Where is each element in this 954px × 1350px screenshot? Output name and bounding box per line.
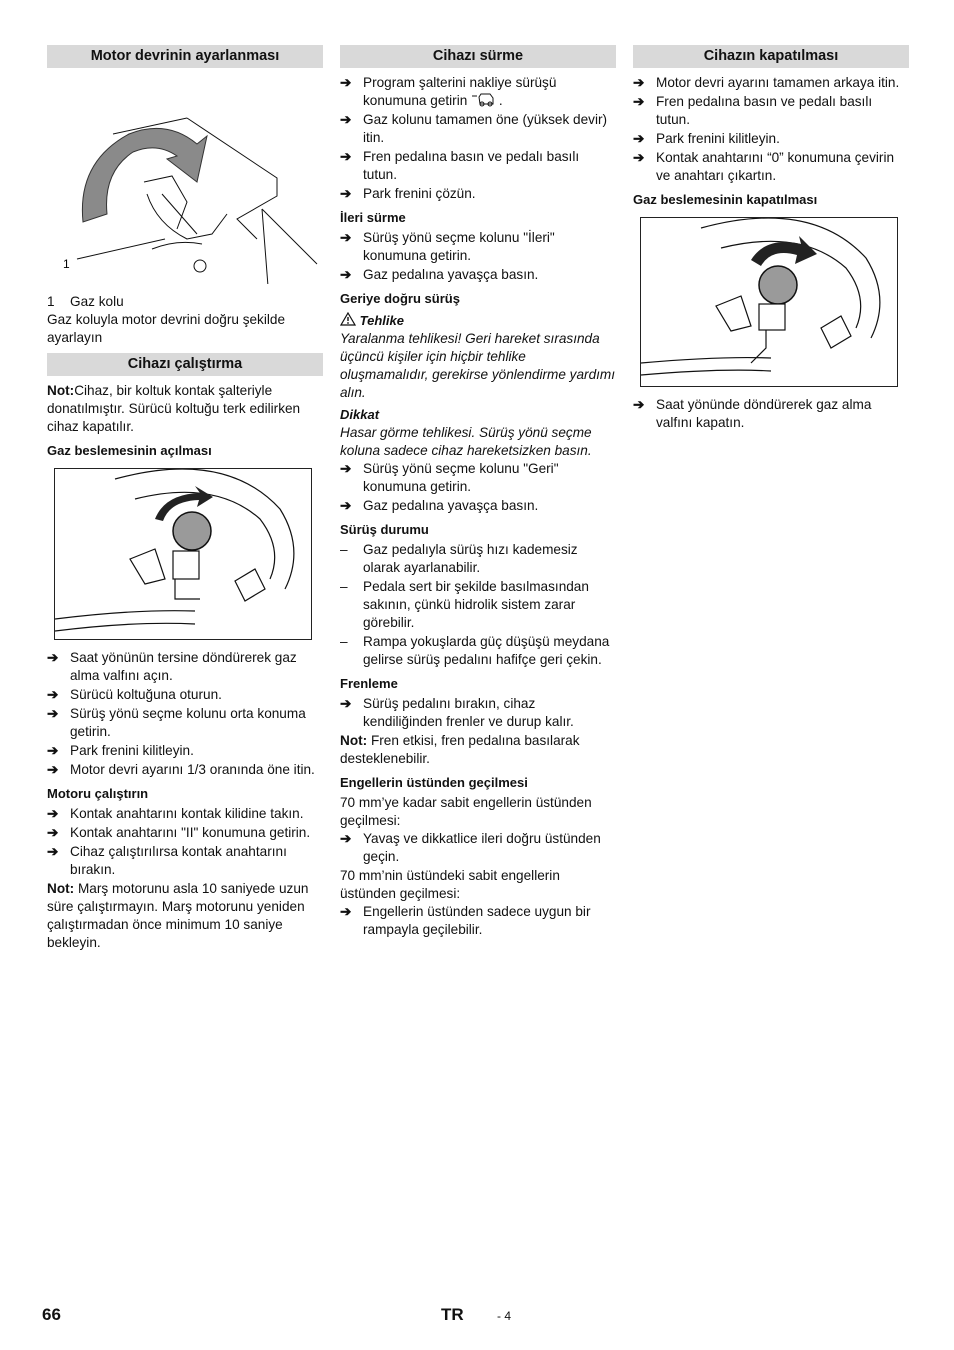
step — [47, 649, 323, 685]
subheading: İleri sürme — [340, 210, 406, 225]
arrow-right-icon: ➔ — [340, 696, 352, 711]
step-text: Park frenini kilitleyin. — [656, 131, 780, 146]
page-number: 66 — [42, 1305, 61, 1324]
step — [47, 742, 323, 760]
arrow-right-icon: ➔ — [340, 112, 352, 127]
note — [47, 382, 323, 436]
step-text: Gaz kolunu tamamen öne (yüksek devir) itin. — [363, 112, 608, 145]
section-number — [497, 1306, 511, 1325]
step-text: Motor devri ayarını tamamen arkaya itin. — [656, 75, 900, 90]
step-list — [340, 74, 616, 203]
legend-number: 1 — [47, 294, 55, 309]
arrow-right-icon: ➔ — [340, 186, 352, 201]
step — [340, 148, 616, 184]
arrow-right-icon: ➔ — [47, 825, 59, 840]
step-text: Engellerin üstünden sadece uygun bir rampayla geçilebilir. — [363, 904, 591, 937]
step-text: Park frenini kilitleyin. — [70, 743, 194, 758]
list-item-text: Pedala sert bir şekilde basılmasından sakının, çünkü hidrolik sistem zarar görebilir. — [363, 579, 589, 630]
section-heading: Cihazı sürme — [340, 45, 616, 68]
arrow-right-icon: ➔ — [633, 397, 645, 412]
step-list — [47, 649, 323, 779]
arrow-right-icon: ➔ — [47, 743, 59, 758]
step — [340, 229, 616, 265]
subheading: Geriye doğru sürüş — [340, 291, 460, 306]
step-text: Park frenini çözün. — [363, 186, 476, 201]
note — [47, 880, 323, 952]
arrow-right-icon: ➔ — [47, 650, 59, 665]
step — [633, 130, 909, 148]
step-text: Kontak anahtarını "II" konumuna getirin. — [70, 825, 311, 840]
arrow-right-icon: ➔ — [340, 267, 352, 282]
step-text: Motor devri ayarını 1/3 oranında öne itin. — [70, 762, 315, 777]
step-list — [633, 74, 909, 185]
list-item-text: Gaz pedalıyla sürüş hızı kademesiz olarak ayarlanabilir. — [363, 542, 578, 575]
note-label: Not: — [47, 383, 75, 398]
section-heading: Motor devrinin ayarlanması — [47, 45, 323, 68]
step — [340, 830, 616, 866]
step-text: Sürüş yönü seçme kolunu "Geri" konumuna getirin. — [363, 461, 559, 494]
step — [340, 460, 616, 496]
transport-mode-icon — [471, 93, 495, 107]
list-item: – Gaz pedalıyla sürüş hızı kademesiz olarak ayarlanabilir. — [340, 542, 578, 575]
danger-label-row — [340, 312, 616, 330]
note — [340, 732, 616, 768]
language-code: TR — [441, 1305, 464, 1324]
danger-text: Yaralanma tehlikesi! Geri hareket sırasında üçüncü kişiler için hiçbir tehlike oluşmamalıdır, gerekirse yönlendirme yardımı alın. — [340, 331, 616, 400]
list-item: – Pedala sert bir şekilde basılmasından sakının, çünkü hidrolik sistem zarar görebilir. — [340, 579, 589, 630]
subheading: Engellerin üstünden geçilmesi — [340, 775, 528, 790]
arrow-right-icon: ➔ — [633, 150, 645, 165]
step-text: Program şalterini nakliye sürüşü konumuna getirin — [363, 75, 557, 108]
step — [340, 111, 616, 147]
arrow-right-icon: ➔ — [340, 149, 352, 164]
column-3 — [633, 45, 909, 433]
step — [340, 497, 616, 515]
arrow-right-icon: ➔ — [340, 904, 352, 919]
step — [633, 149, 909, 185]
arrow-right-icon: ➔ — [47, 762, 59, 777]
step — [47, 843, 323, 879]
step-text: Yavaş ve dikkatlice ileri doğru üstünden geçin. — [363, 831, 601, 864]
step — [340, 695, 616, 731]
step-text: Sürüş yönü seçme kolunu orta konuma getirin. — [70, 706, 306, 739]
subheading: Gaz beslemesinin kapatılması — [633, 192, 818, 207]
arrow-right-icon: ➔ — [633, 94, 645, 109]
caution-text: Hasar görme tehlikesi. Sürüş yönü seçme koluna sadece cihaz hareketsizken basın. — [340, 425, 592, 458]
arrow-right-icon: ➔ — [633, 75, 645, 90]
step-text: Sürüş yönü seçme kolunu "İleri" konumuna getirin. — [363, 230, 555, 263]
arrow-right-icon: ➔ — [47, 806, 59, 821]
legend-text: Gaz kolu — [70, 294, 124, 309]
step-text: Saat yönünde döndürerek gaz alma valfını kapatın. — [656, 397, 872, 430]
step — [47, 824, 323, 842]
arrow-right-icon: ➔ — [633, 131, 645, 146]
section-heading: Cihazın kapatılması — [633, 45, 909, 68]
step-text: Kontak anahtarını “0” konumuna çevirin ve anahtarı çıkartın. — [656, 150, 895, 183]
paragraph: 70 mm’nin üstündeki sabit engellerin üstünden geçilmesi: — [340, 868, 560, 901]
list-item: – Rampa yokuşlarda güç düşüşü meydana gelirse sürüş pedalını hafifçe geri çekin. — [340, 634, 610, 667]
step — [633, 93, 909, 129]
note-text: Marş motorunu asla 10 saniyede uzun süre çalıştırmayın. Marş motorunu yeniden çalıştırmadan önce minimum 10 saniye bekleyin. — [47, 881, 309, 950]
step-text: Cihaz çalıştırılırsa kontak anahtarını bırakın. — [70, 844, 287, 877]
section-number-text: - 4 — [497, 1309, 512, 1323]
gas-valve-close-figure — [640, 217, 898, 387]
step-text: Gaz pedalına yavaşça basın. — [363, 498, 539, 513]
column-2 — [340, 45, 616, 940]
paragraph: Gaz koluyla motor devrini doğru şekilde ayarlayın — [47, 312, 286, 345]
arrow-right-icon: ➔ — [340, 461, 352, 476]
step-text: Gaz pedalına yavaşça basın. — [363, 267, 539, 282]
step: ➔ Program şalterini nakliye sürüşü konumuna getirin . — [340, 75, 557, 108]
step-text: Fren pedalına basın ve pedalı basılı tutun. — [363, 149, 580, 182]
gas-valve-open-figure — [54, 468, 312, 640]
step-text: Kontak anahtarını kontak kilidine takın. — [70, 806, 304, 821]
column-1 — [47, 45, 323, 952]
arrow-right-icon: ➔ — [47, 687, 59, 702]
step — [47, 686, 323, 704]
warning-triangle-icon — [340, 312, 356, 326]
note-label: Not: — [47, 881, 75, 896]
note-text: Fren etkisi, fren pedalına basılarak desteklenebilir. — [340, 733, 580, 766]
step-list — [340, 229, 616, 284]
step — [633, 396, 909, 432]
step — [340, 266, 616, 284]
note-text: Cihaz, bir koltuk kontak şalteriyle donatılmıştır. Sürücü koltuğu terk edilirken cihaz kapatılır. — [47, 383, 301, 434]
step — [47, 805, 323, 823]
subheading: Frenleme — [340, 676, 398, 691]
subheading: Sürüş durumu — [340, 522, 429, 537]
step-list — [47, 805, 323, 879]
arrow-right-icon: ➔ — [340, 230, 352, 245]
callout-1: 1 — [63, 257, 70, 271]
dash-list — [340, 541, 616, 669]
caution-label: Dikkat — [340, 407, 380, 422]
subheading: Motoru çalıştırın — [47, 786, 149, 801]
step-list — [340, 460, 616, 515]
arrow-right-icon: ➔ — [340, 498, 352, 513]
step — [340, 185, 616, 203]
step — [47, 705, 323, 741]
step — [340, 903, 616, 939]
danger-label: Tehlike — [359, 313, 404, 328]
arrow-right-icon: ➔ — [340, 831, 352, 846]
list-item-text: Rampa yokuşlarda güç düşüşü meydana gelirse sürüş pedalını hafifçe geri çekin. — [363, 634, 610, 667]
step-text: Sürücü koltuğuna oturun. — [70, 687, 222, 702]
arrow-right-icon: ➔ — [47, 706, 59, 721]
figure-legend — [47, 293, 323, 311]
subheading: Gaz beslemesinin açılması — [47, 443, 212, 458]
step — [633, 74, 909, 92]
section-heading: Cihazı çalıştırma — [47, 353, 323, 376]
paragraph: 70 mm’ye kadar sabit engellerin üstünden geçilmesi: — [340, 795, 592, 828]
arrow-right-icon: ➔ — [47, 844, 59, 859]
throttle-lever-figure — [47, 74, 323, 284]
step — [47, 761, 323, 779]
note-label: Not: — [340, 733, 368, 748]
arrow-right-icon: ➔ — [340, 75, 352, 90]
step-text: Saat yönünün tersine döndürerek gaz alma valfını açın. — [70, 650, 297, 683]
step-text: Sürüş pedalını bırakın, cihaz kendiliğinden frenler ve durup kalır. — [363, 696, 574, 729]
step-text: Fren pedalına basın ve pedalı basılı tutun. — [656, 94, 873, 127]
